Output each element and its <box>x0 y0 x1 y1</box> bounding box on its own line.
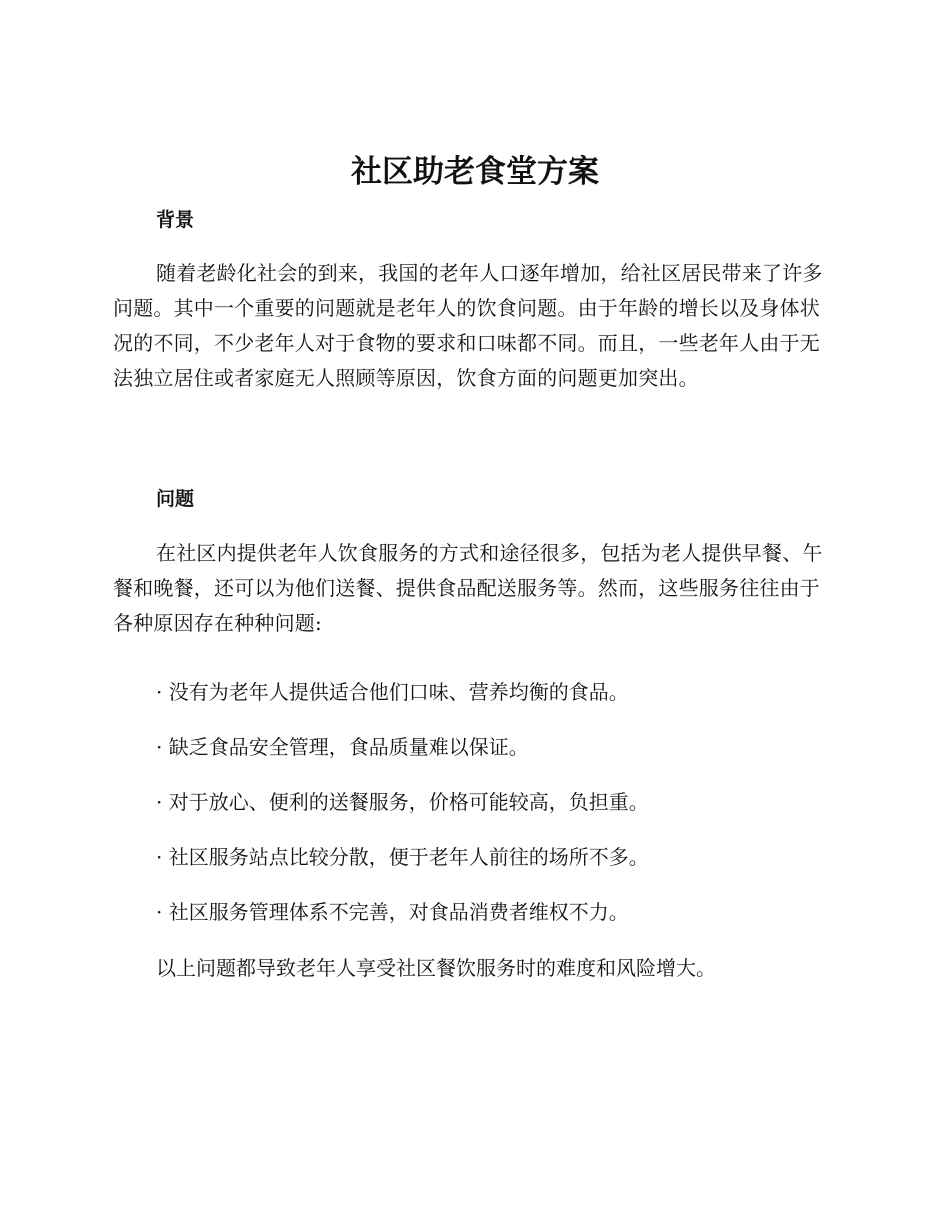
problem-list-item: · 没有为老年人提供适合他们口味、营养均衡的食品。 <box>156 680 629 704</box>
section-heading-problems: 问题 <box>156 488 195 510</box>
problem-list-item: · 社区服务管理体系不完善，对食品消费者维权不力。 <box>156 900 629 924</box>
problem-list-item: · 对于放心、便利的送餐服务，价格可能较高，负担重。 <box>156 790 649 814</box>
background-paragraph: 随着老龄化社会的到来，我国的老年人口逐年增加，给社区居民带来了许多问题。其中一个重要的问题就是老年人的饮食问题。由于年龄的增长以及身体状况的不同，不少老年人对于食物的要求和口味都不同。而且，一些老年人由于无法独立居住或者家庭无人照顾等原因，饮食方面的问题更加突出。 <box>113 261 823 390</box>
section-heading-background: 背景 <box>156 209 195 231</box>
problem-list-item: · 社区服务站点比较分散，便于老年人前往的场所不多。 <box>156 845 649 869</box>
document-title: 社区助老食堂方案 <box>351 154 599 190</box>
problems-conclusion: 以上问题都导致老年人享受社区餐饮服务时的难度和风险增大。 <box>156 956 716 980</box>
problems-paragraph: 在社区内提供老年人饮食服务的方式和途径很多，包括为老人提供早餐、午餐和晚餐，还可以为他们送餐、提供食品配送服务等。然而，这些服务往往由于各种原因存在种种问题: <box>113 541 823 635</box>
problem-list-item: · 缺乏食品安全管理，食品质量难以保证。 <box>156 735 529 759</box>
